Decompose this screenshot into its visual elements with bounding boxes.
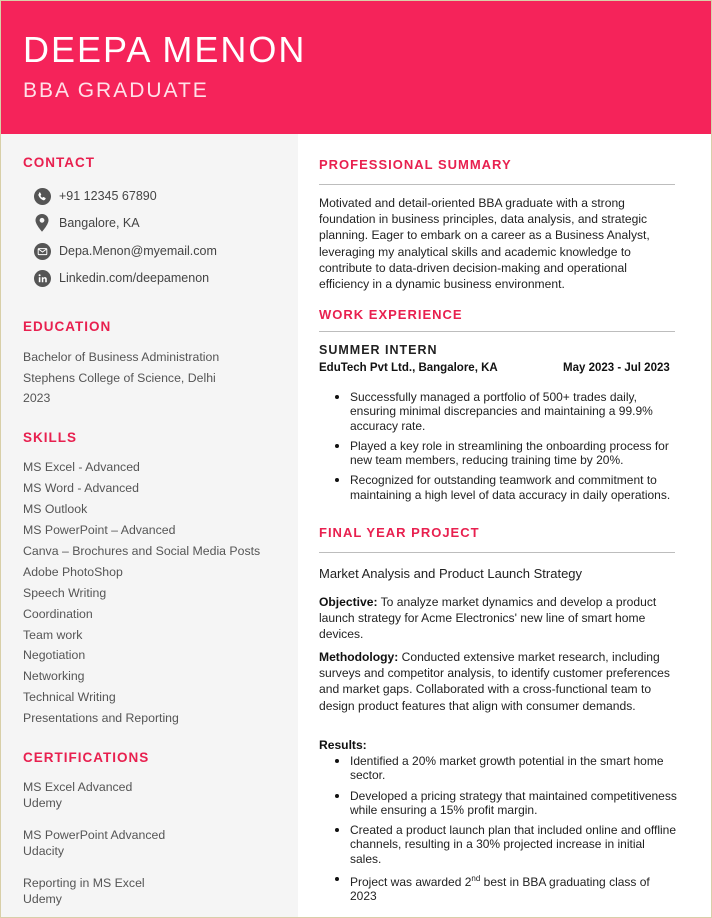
certification-issuer: Udacity — [23, 844, 65, 858]
summary-divider — [319, 184, 675, 185]
certification-issuer: Udemy — [23, 892, 62, 906]
skill-item: MS Word - Advanced — [23, 481, 139, 495]
contact-linkedin-text[interactable]: Linkedin.com/deepamenon — [59, 271, 210, 285]
list-item: Identified a 20% market growth potential in the smart home sector. — [333, 754, 679, 783]
skill-item: Team work — [23, 628, 83, 642]
certification-name: Reporting in MS Excel — [23, 876, 145, 890]
contact-heading: CONTACT — [23, 155, 95, 170]
experience-divider — [319, 331, 675, 332]
certification-name: MS Excel Advanced — [23, 780, 133, 794]
experience-heading: WORK EXPERIENCE — [319, 307, 463, 322]
project-objective — [319, 594, 679, 643]
skill-item: Presentations and Reporting — [23, 711, 179, 725]
summary-heading: PROFESSIONAL SUMMARY — [319, 157, 512, 172]
contact-email-text[interactable]: Depa.Menon@myemail.com — [59, 244, 217, 258]
list-item: Project was awarded 2nd best in BBA graduating class of 2023 — [333, 872, 679, 904]
certifications-heading: CERTIFICATIONS — [23, 750, 150, 765]
list-item: Developed a pricing strategy that maintained competitiveness while ensuring a 15% profit margin. — [333, 789, 679, 818]
skill-item: Canva – Brochures and Social Media Posts — [23, 544, 261, 558]
skill-item: Adobe PhotoShop — [23, 565, 123, 579]
results-bullets — [333, 754, 679, 910]
skill-item: MS Outlook — [23, 502, 88, 516]
methodology-text: Conducted extensive market research, including surveys and competitor analysis, to identify customer preferences and market gaps. Collaborated with a cross-functional team to design product features that align with consumer demands. — [319, 650, 670, 713]
bullet-dot — [335, 759, 339, 763]
email-icon — [33, 242, 51, 260]
project-name: Market Analysis and Product Launch Strategy — [319, 566, 583, 581]
objective-label: Objective: — [319, 595, 378, 609]
skill-item: MS Excel - Advanced — [23, 460, 140, 474]
project-methodology — [319, 649, 679, 714]
project-results-label: Results: — [319, 738, 367, 752]
candidate-name: DEEPA MENON — [23, 29, 307, 70]
bullet-dot — [335, 444, 339, 448]
certification-name: MS PowerPoint Advanced — [23, 828, 166, 842]
skill-item: MS PowerPoint – Advanced — [23, 523, 176, 537]
job-dates: May 2023 - Jul 2023 — [563, 362, 670, 374]
experience-bullets — [333, 390, 679, 508]
bullet-dot — [335, 828, 339, 832]
contact-email — [33, 241, 217, 261]
contact-phone-text: +91 12345 67890 — [59, 189, 157, 203]
bullet-dot — [335, 794, 339, 798]
contact-linkedin — [33, 268, 209, 288]
education-school: Stephens College of Science, Delhi — [23, 371, 216, 385]
bullet-dot — [335, 478, 339, 482]
skill-item: Technical Writing — [23, 690, 116, 704]
list-item: Created a product launch plan that included online and offline channels, resulting in a 30% projected increase in initial sales. — [333, 823, 679, 866]
job-title: SUMMER INTERN — [319, 343, 438, 357]
education-heading: EDUCATION — [23, 319, 112, 334]
phone-icon — [33, 187, 51, 205]
list-item: Successfully managed a portfolio of 500+ trades daily, ensuring minimal discrepancies and maintaining a 99.9% accuracy rate. — [333, 390, 679, 433]
location-pin-icon — [33, 214, 51, 232]
list-item: Played a key role in streamlining the onboarding process for new team members, reducing training time by 20%. — [333, 439, 679, 468]
contact-location-text: Bangalore, KA — [59, 216, 140, 230]
skills-heading: SKILLS — [23, 430, 78, 445]
resume-header — [1, 1, 711, 134]
candidate-role: BBA GRADUATE — [23, 79, 209, 102]
bullet-dot — [335, 395, 339, 399]
objective-text: To analyze market dynamics and develop a product launch strategy for Acme Electronics' new line of smart home devices. — [319, 595, 657, 642]
education-year: 2023 — [23, 391, 51, 405]
skill-item: Speech Writing — [23, 586, 107, 600]
linkedin-icon — [33, 269, 51, 287]
list-item: Recognized for outstanding teamwork and commitment to maintaining a high level of data accuracy in daily operations. — [333, 473, 679, 502]
skill-item: Networking — [23, 669, 85, 683]
project-heading: FINAL YEAR PROJECT — [319, 525, 480, 540]
certification-issuer: Udemy — [23, 796, 62, 810]
job-company: EduTech Pvt Ltd., Bangalore, KA — [319, 362, 498, 374]
bullet-dot — [335, 877, 339, 881]
education-degree: Bachelor of Business Administration — [23, 350, 220, 364]
methodology-label: Methodology: — [319, 650, 399, 664]
skill-item: Coordination — [23, 607, 93, 621]
summary-text: Motivated and detail-oriented BBA graduate with a strong foundation in business principles, data analysis, and strategic planning. Eager to embark on a career as a Business Analyst, leveraging my analytical skills and academic knowledge to contribute to data-driven decision-making and operational efficiency in a dynamic business environment. — [319, 196, 650, 292]
skill-item: Negotiation — [23, 648, 86, 662]
contact-location — [33, 213, 140, 233]
project-divider — [319, 552, 675, 553]
contact-phone — [33, 186, 157, 206]
